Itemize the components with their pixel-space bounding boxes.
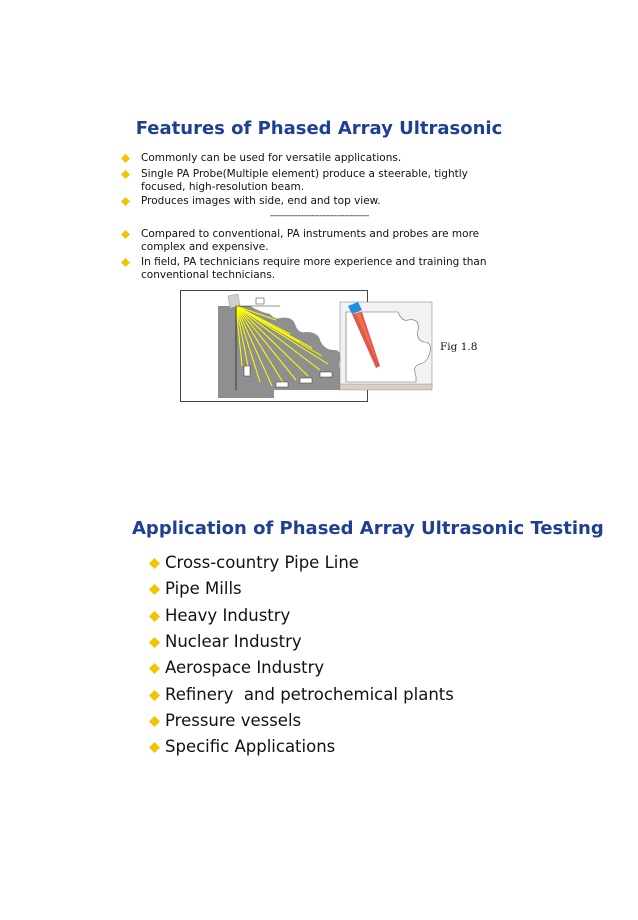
slide1-bullet: Commonly can be used for versatile applications. <box>141 152 501 165</box>
slide1-title: Features of Phased Array Ultrasonic <box>135 118 503 139</box>
slide2-bullet: Specific Applications <box>165 736 335 758</box>
slide2-bullet: Aerospace Industry <box>165 657 324 679</box>
linear-scan-image <box>340 302 432 390</box>
figure-caption: Fig 1.8 <box>440 341 478 353</box>
diamond-bullet-icon <box>121 197 130 206</box>
diamond-bullet-icon <box>149 690 160 701</box>
separator-line: ------------------------------------ <box>270 211 369 221</box>
diamond-bullet-icon <box>149 716 160 727</box>
phased-array-figure <box>180 290 435 402</box>
slide1-bullet: Single PA Probe(Multiple element) produce a steerable, tightly focused, high-resolution beam. <box>141 168 501 194</box>
slide1-bullet: Produces images with side, end and top view. <box>141 195 501 208</box>
slide2-bullet: Cross-country Pipe Line <box>165 552 359 574</box>
slide2-bullet: Pressure vessels <box>165 710 301 732</box>
diamond-bullet-icon <box>149 637 160 648</box>
diamond-bullet-icon <box>149 663 160 674</box>
diamond-bullet-icon <box>121 230 130 239</box>
sector-scan-image <box>181 291 368 402</box>
diamond-bullet-icon <box>149 742 160 753</box>
slide2-bullet: Nuclear Industry <box>165 631 302 653</box>
diamond-bullet-icon <box>121 170 130 179</box>
slide1-bullet: Compared to conventional, PA instruments and probes are more complex and expensive. <box>141 228 501 254</box>
slide2-title: Application of Phased Array Ultrasonic Testing <box>132 518 604 539</box>
slide2-bullet: Heavy Industry <box>165 605 290 627</box>
slide2-bullet: Pipe Mills <box>165 578 242 600</box>
slide2-bullet: Refinery and petrochemical plants <box>165 684 454 706</box>
diamond-bullet-icon <box>149 584 160 595</box>
diamond-bullet-icon <box>121 258 130 267</box>
diamond-bullet-icon <box>149 611 160 622</box>
diamond-bullet-icon <box>149 558 160 569</box>
diamond-bullet-icon <box>121 154 130 163</box>
slide1-bullet: In field, PA technicians require more experience and training than conventional technicians. <box>141 256 501 282</box>
